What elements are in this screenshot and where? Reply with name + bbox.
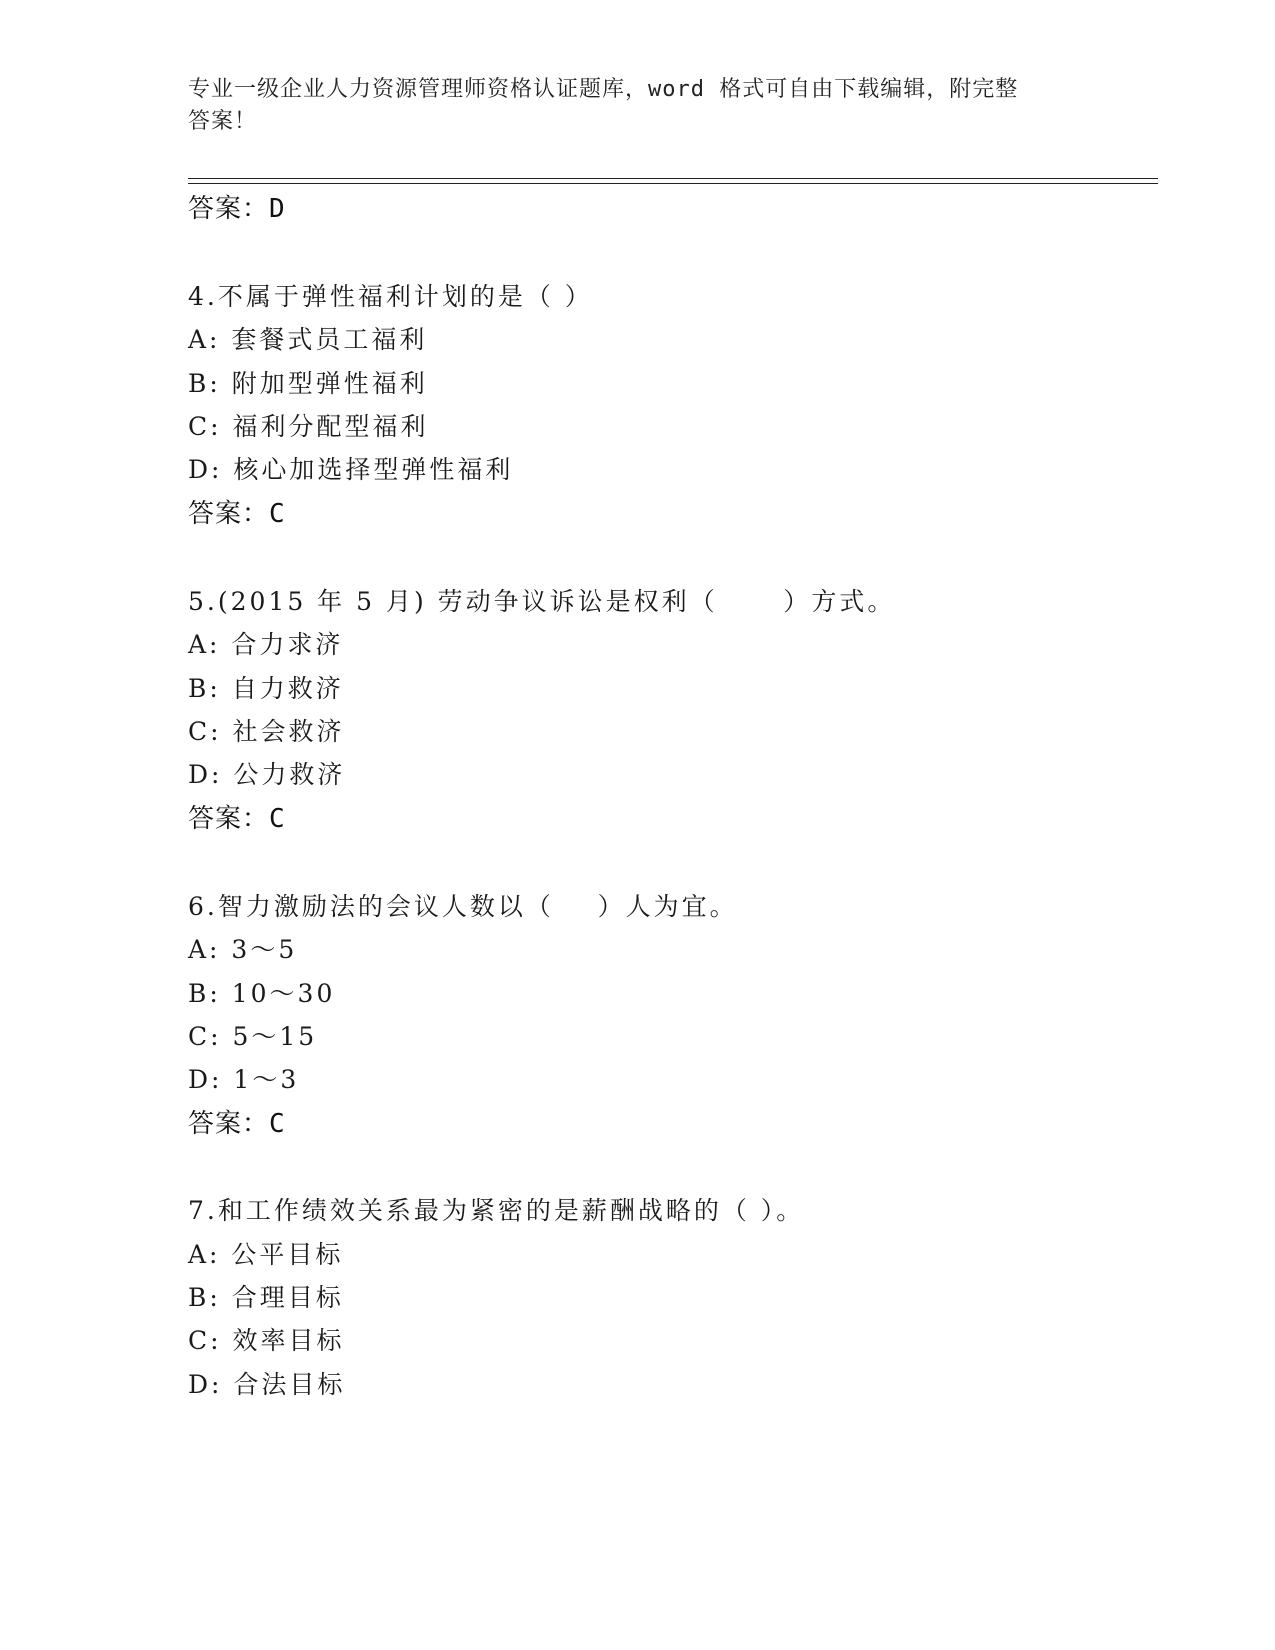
question-option: D: 1～3: [188, 1065, 300, 1094]
question-stem: 5.(2015 年 5 月) 劳动争议诉讼是权利（ ）方式。: [188, 587, 896, 616]
question-option: C: 社会救济: [188, 717, 345, 746]
question-option: A: 套餐式员工福利: [188, 325, 428, 354]
question-option: D: 合法目标: [188, 1370, 346, 1399]
question-option: A: 公平目标: [188, 1240, 344, 1269]
question-answer: 答案：C: [188, 499, 286, 529]
question-option: B: 附加型弹性福利: [188, 369, 428, 398]
question-option: C: 效率目标: [188, 1326, 345, 1355]
question-answer: 答案：C: [188, 1109, 286, 1139]
question-option: A: 合力求济: [188, 630, 344, 659]
question-option: B: 自力救济: [188, 674, 344, 703]
question-option: D: 公力救济: [188, 760, 346, 789]
question-option: D: 核心加选择型弹性福利: [188, 455, 514, 484]
question-answer: 答案：C: [188, 804, 286, 834]
question-stem: 4.不属于弹性福利计划的是（ ）: [188, 282, 593, 311]
header-divider-bottom: [188, 183, 1158, 184]
question-option: C: 福利分配型福利: [188, 412, 429, 441]
question-option: B: 10～30: [188, 979, 336, 1008]
page-header: 专业一级企业人力资源管理师资格认证题库，word 格式可自由下载编辑，附完整 答案！: [188, 77, 1019, 134]
question-stem: 6.智力激励法的会议人数以（ ）人为宜。: [188, 892, 738, 921]
header-divider-top: [188, 178, 1158, 179]
answer-previous: 答案：D: [188, 194, 286, 224]
question-stem: 7.和工作绩效关系最为紧密的是薪酬战略的（ ）。: [188, 1196, 805, 1225]
question-option: B: 合理目标: [188, 1283, 344, 1312]
question-option: A: 3～5: [188, 935, 298, 964]
question-option: C: 5～15: [188, 1022, 318, 1051]
